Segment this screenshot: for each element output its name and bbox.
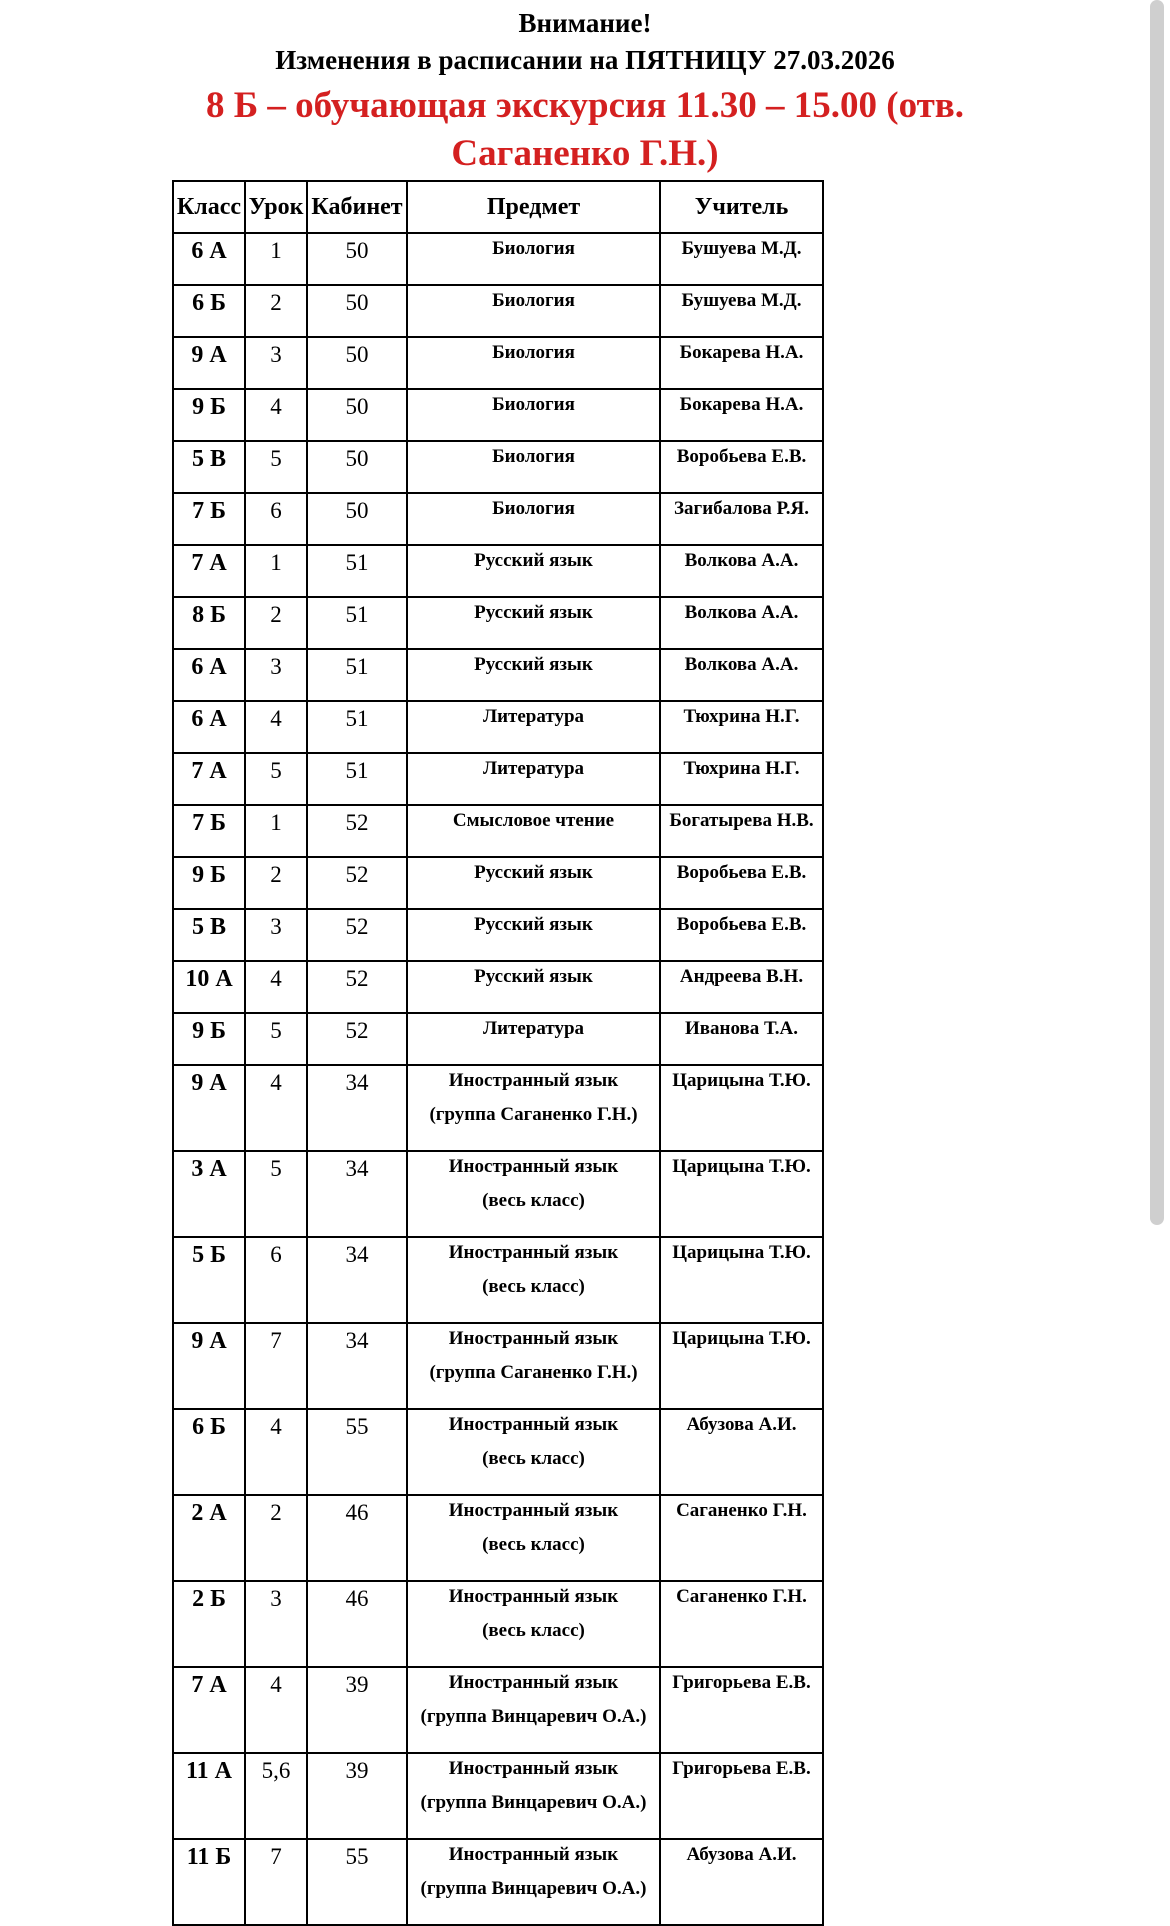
- lesson-cell: 7: [245, 1839, 307, 1925]
- lesson-cell: 7: [245, 1323, 307, 1409]
- scrollbar[interactable]: [1150, 0, 1164, 1225]
- teacher-cell: Абузова А.И.: [660, 1839, 823, 1925]
- teacher-cell: Саганенко Г.Н.: [660, 1495, 823, 1581]
- subject-cell: [407, 1581, 660, 1667]
- subject-cell: [407, 805, 660, 857]
- subject-name: Иностранный язык: [448, 1500, 619, 1521]
- lesson-cell: 6: [245, 493, 307, 545]
- lesson-cell: 2: [245, 1495, 307, 1581]
- class-cell: 5 В: [173, 441, 245, 493]
- subject-cell: [407, 1151, 660, 1237]
- room-cell: 34: [307, 1237, 407, 1323]
- table-row: [173, 701, 823, 753]
- subject-name: Иностранный язык: [448, 1844, 619, 1865]
- column-header-room: Кабинет: [307, 181, 407, 233]
- room-cell: 51: [307, 701, 407, 753]
- subject-cell: [407, 1323, 660, 1409]
- subject-name: Русский язык: [474, 914, 593, 935]
- subject-cell: [407, 493, 660, 545]
- lesson-cell: 2: [245, 597, 307, 649]
- lesson-cell: 5: [245, 1151, 307, 1237]
- table-body: [173, 233, 823, 1925]
- room-cell: 50: [307, 441, 407, 493]
- subject-name: Русский язык: [474, 654, 593, 675]
- subject-name: Иностранный язык: [448, 1328, 619, 1349]
- table-row: [173, 1581, 823, 1667]
- table-row: [173, 1151, 823, 1237]
- subject-name: Биология: [492, 238, 575, 259]
- class-cell: 7 А: [173, 753, 245, 805]
- teacher-cell: Бокарева Н.А.: [660, 337, 823, 389]
- class-cell: 2 А: [173, 1495, 245, 1581]
- room-cell: 50: [307, 389, 407, 441]
- subject-cell: [407, 857, 660, 909]
- class-cell: 11 А: [173, 1753, 245, 1839]
- class-cell: 9 Б: [173, 389, 245, 441]
- class-cell: 9 А: [173, 1065, 245, 1151]
- subject-name: Иностранный язык: [448, 1586, 619, 1607]
- table-row: [173, 1495, 823, 1581]
- excursion-notice-line1: 8 Б – обучающая экскурсия 11.30 – 15.00 (отв.: [205, 85, 965, 126]
- subject-name: Биология: [492, 394, 575, 415]
- lesson-cell: 5,6: [245, 1753, 307, 1839]
- table-row: [173, 1065, 823, 1151]
- subject-cell: [407, 545, 660, 597]
- subject-group: (весь класс): [482, 1534, 585, 1555]
- lesson-cell: 5: [245, 1013, 307, 1065]
- subject-cell: [407, 1667, 660, 1753]
- room-cell: 50: [307, 493, 407, 545]
- subject-name: Литература: [482, 758, 585, 779]
- teacher-cell: Тюхрина Н.Г.: [660, 753, 823, 805]
- subject-cell: [407, 337, 660, 389]
- class-cell: 6 А: [173, 649, 245, 701]
- table-row: [173, 285, 823, 337]
- excursion-notice-line2: Саганенко Г.Н.): [451, 133, 719, 174]
- table-row: [173, 233, 823, 285]
- room-cell: 51: [307, 649, 407, 701]
- column-header-class: Класс: [173, 181, 245, 233]
- subject-name: Русский язык: [474, 862, 593, 883]
- teacher-cell: Абузова А.И.: [660, 1409, 823, 1495]
- room-cell: 52: [307, 961, 407, 1013]
- schedule-table: [172, 180, 824, 1926]
- subject-cell: [407, 1839, 660, 1925]
- subject-cell: [407, 285, 660, 337]
- subject-cell: [407, 701, 660, 753]
- teacher-cell: Иванова Т.А.: [660, 1013, 823, 1065]
- subject-name: Иностранный язык: [448, 1758, 619, 1779]
- table-row: [173, 337, 823, 389]
- teacher-cell: Григорьева Е.В.: [660, 1667, 823, 1753]
- subject-name: Биология: [492, 342, 575, 363]
- lesson-cell: 1: [245, 545, 307, 597]
- teacher-cell: Воробьева Е.В.: [660, 857, 823, 909]
- teacher-cell: Андреева В.Н.: [660, 961, 823, 1013]
- table-row: [173, 909, 823, 961]
- subject-group: (весь класс): [482, 1448, 585, 1469]
- room-cell: 52: [307, 805, 407, 857]
- lesson-cell: 4: [245, 1667, 307, 1753]
- table-row: [173, 389, 823, 441]
- teacher-cell: Царицына Т.Ю.: [660, 1237, 823, 1323]
- teacher-cell: Царицына Т.Ю.: [660, 1151, 823, 1237]
- room-cell: 51: [307, 597, 407, 649]
- teacher-cell: Тюхрина Н.Г.: [660, 701, 823, 753]
- class-cell: 9 А: [173, 1323, 245, 1409]
- subject-group: (весь класс): [482, 1620, 585, 1641]
- lesson-cell: 5: [245, 441, 307, 493]
- lesson-cell: 3: [245, 649, 307, 701]
- table-row: [173, 493, 823, 545]
- room-cell: 39: [307, 1753, 407, 1839]
- class-cell: 7 Б: [173, 805, 245, 857]
- room-cell: 46: [307, 1581, 407, 1667]
- class-cell: 5 В: [173, 909, 245, 961]
- table-row: [173, 1013, 823, 1065]
- lesson-cell: 4: [245, 961, 307, 1013]
- class-cell: 8 Б: [173, 597, 245, 649]
- table-row: [173, 649, 823, 701]
- class-cell: 11 Б: [173, 1839, 245, 1925]
- table-row: [173, 1237, 823, 1323]
- lesson-cell: 1: [245, 805, 307, 857]
- lesson-cell: 5: [245, 753, 307, 805]
- subject-group: (группа Винцаревич О.А.): [420, 1878, 647, 1899]
- table-row: [173, 545, 823, 597]
- subject-cell: [407, 597, 660, 649]
- class-cell: 9 Б: [173, 857, 245, 909]
- teacher-cell: Волкова А.А.: [660, 545, 823, 597]
- class-cell: 6 А: [173, 233, 245, 285]
- teacher-cell: Загибалова Р.Я.: [660, 493, 823, 545]
- room-cell: 51: [307, 545, 407, 597]
- table-row: [173, 1409, 823, 1495]
- subject-cell: [407, 1013, 660, 1065]
- subject-name: Иностранный язык: [448, 1156, 619, 1177]
- table-row: [173, 1667, 823, 1753]
- lesson-cell: 6: [245, 1237, 307, 1323]
- teacher-cell: Волкова А.А.: [660, 649, 823, 701]
- teacher-cell: Бокарева Н.А.: [660, 389, 823, 441]
- lesson-cell: 2: [245, 857, 307, 909]
- column-header-teacher: Учитель: [660, 181, 823, 233]
- class-cell: 7 А: [173, 1667, 245, 1753]
- subject-cell: [407, 1495, 660, 1581]
- lesson-cell: 4: [245, 1409, 307, 1495]
- teacher-cell: Бушуева М.Д.: [660, 285, 823, 337]
- room-cell: 34: [307, 1323, 407, 1409]
- subject-cell: [407, 441, 660, 493]
- room-cell: 50: [307, 233, 407, 285]
- class-cell: 7 Б: [173, 493, 245, 545]
- lesson-cell: 4: [245, 389, 307, 441]
- table-row: [173, 857, 823, 909]
- table-row: [173, 1753, 823, 1839]
- room-cell: 55: [307, 1839, 407, 1925]
- teacher-cell: Воробьева Е.В.: [660, 441, 823, 493]
- room-cell: 50: [307, 337, 407, 389]
- subject-cell: [407, 909, 660, 961]
- class-cell: 6 Б: [173, 285, 245, 337]
- attention-heading: Внимание!: [518, 8, 652, 38]
- lesson-cell: 3: [245, 1581, 307, 1667]
- subject-name: Иностранный язык: [448, 1672, 619, 1693]
- class-cell: 9 Б: [173, 1013, 245, 1065]
- class-cell: 9 А: [173, 337, 245, 389]
- class-cell: 10 А: [173, 961, 245, 1013]
- subject-name: Биология: [492, 498, 575, 519]
- room-cell: 39: [307, 1667, 407, 1753]
- lesson-cell: 3: [245, 909, 307, 961]
- teacher-cell: Саганенко Г.Н.: [660, 1581, 823, 1667]
- subject-name: Смысловое чтение: [452, 810, 615, 831]
- subject-cell: [407, 961, 660, 1013]
- teacher-cell: Царицына Т.Ю.: [660, 1065, 823, 1151]
- lesson-cell: 2: [245, 285, 307, 337]
- subject-cell: [407, 233, 660, 285]
- teacher-cell: Воробьева Е.В.: [660, 909, 823, 961]
- table-row: [173, 961, 823, 1013]
- subject-cell: [407, 753, 660, 805]
- subject-name: Иностранный язык: [448, 1414, 619, 1435]
- subject-name: Иностранный язык: [448, 1070, 619, 1091]
- subject-name: Иностранный язык: [448, 1242, 619, 1263]
- subject-name: Русский язык: [474, 966, 593, 987]
- subject-cell: [407, 649, 660, 701]
- column-header-subject: Предмет: [407, 181, 660, 233]
- lesson-cell: 4: [245, 1065, 307, 1151]
- teacher-cell: Григорьева Е.В.: [660, 1753, 823, 1839]
- room-cell: 52: [307, 857, 407, 909]
- room-cell: 50: [307, 285, 407, 337]
- subject-cell: [407, 1065, 660, 1151]
- subject-group: (весь класс): [482, 1276, 585, 1297]
- class-cell: 6 А: [173, 701, 245, 753]
- room-cell: 52: [307, 1013, 407, 1065]
- lesson-cell: 1: [245, 233, 307, 285]
- room-cell: 52: [307, 909, 407, 961]
- teacher-cell: Богатырева Н.В.: [660, 805, 823, 857]
- subject-cell: [407, 1753, 660, 1839]
- class-cell: 5 Б: [173, 1237, 245, 1323]
- table-row: [173, 597, 823, 649]
- table-row: [173, 1839, 823, 1925]
- room-cell: 34: [307, 1151, 407, 1237]
- class-cell: 7 А: [173, 545, 245, 597]
- subject-cell: [407, 389, 660, 441]
- subject-name: Литература: [482, 706, 585, 727]
- subject-group: (весь класс): [482, 1190, 585, 1211]
- class-cell: 3 А: [173, 1151, 245, 1237]
- table-row: [173, 805, 823, 857]
- column-header-lesson: Урок: [245, 181, 307, 233]
- room-cell: 46: [307, 1495, 407, 1581]
- subject-group: (группа Винцаревич О.А.): [420, 1706, 647, 1727]
- subject-name: Русский язык: [474, 602, 593, 623]
- subject-group: (группа Саганенко Г.Н.): [429, 1104, 638, 1125]
- subject-name: Биология: [492, 446, 575, 467]
- subject-group: (группа Саганенко Г.Н.): [429, 1362, 638, 1383]
- room-cell: 51: [307, 753, 407, 805]
- table-row: [173, 441, 823, 493]
- room-cell: 34: [307, 1065, 407, 1151]
- room-cell: 55: [307, 1409, 407, 1495]
- class-cell: 6 Б: [173, 1409, 245, 1495]
- subject-name: Литература: [482, 1018, 585, 1039]
- table-header-row: [173, 181, 823, 233]
- changes-heading: Изменения в расписании на ПЯТНИЦУ 27.03.2026: [275, 45, 895, 75]
- table-row: [173, 1323, 823, 1409]
- lesson-cell: 3: [245, 337, 307, 389]
- subject-name: Биология: [492, 290, 575, 311]
- subject-cell: [407, 1237, 660, 1323]
- subject-group: (группа Винцаревич О.А.): [420, 1792, 647, 1813]
- teacher-cell: Бушуева М.Д.: [660, 233, 823, 285]
- teacher-cell: Царицына Т.Ю.: [660, 1323, 823, 1409]
- table-row: [173, 753, 823, 805]
- subject-name: Русский язык: [474, 550, 593, 571]
- teacher-cell: Волкова А.А.: [660, 597, 823, 649]
- class-cell: 2 Б: [173, 1581, 245, 1667]
- subject-cell: [407, 1409, 660, 1495]
- lesson-cell: 4: [245, 701, 307, 753]
